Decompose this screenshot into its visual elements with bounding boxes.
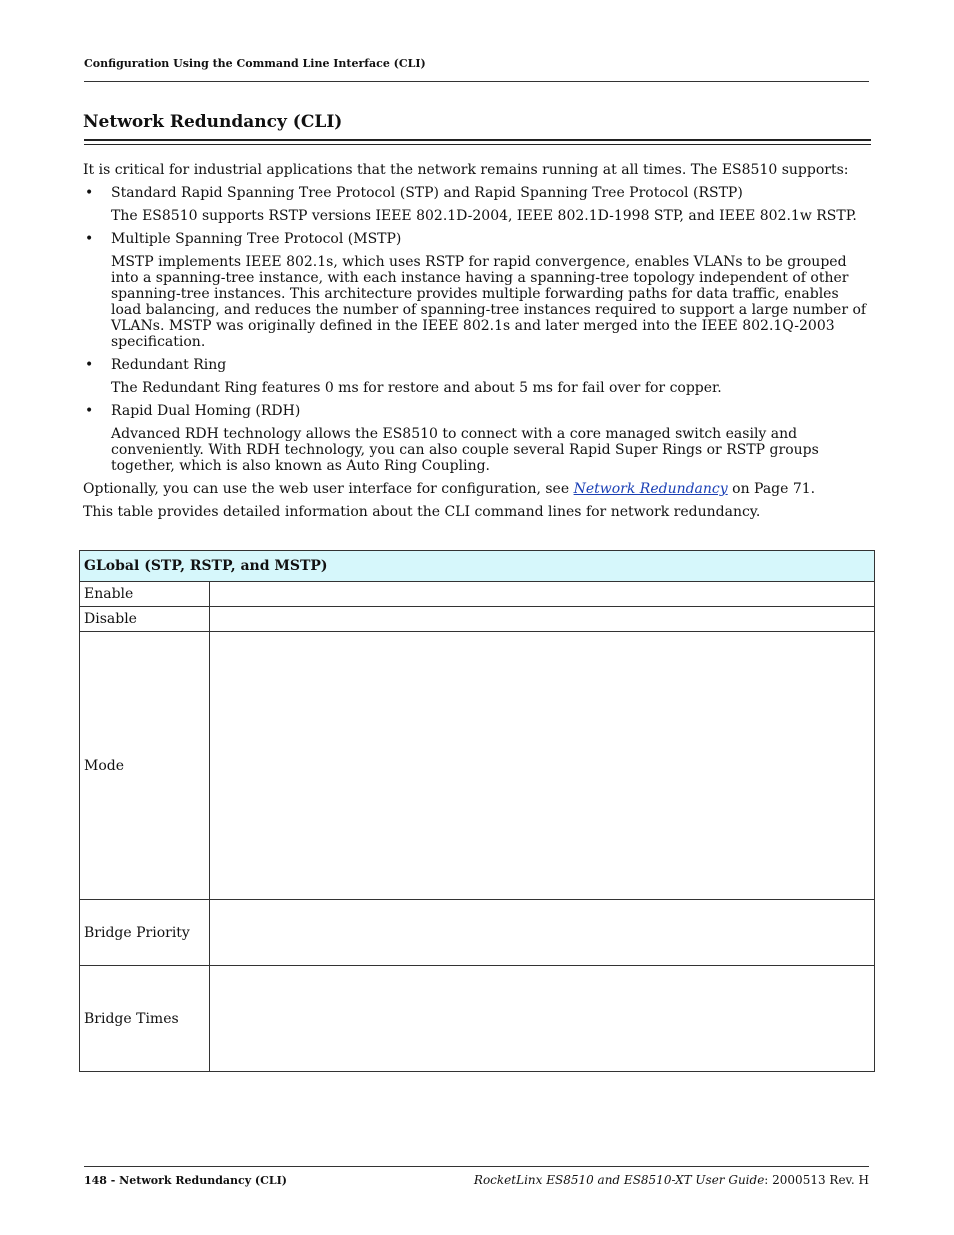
bullet-dot: • (85, 357, 94, 373)
row-content (210, 900, 875, 966)
optional-prefix: Optionally, you can use the web user interface for configuration, see (83, 481, 574, 497)
row-content (210, 582, 875, 607)
bullet-dot: • (85, 403, 94, 419)
table-row (80, 632, 875, 900)
bullet-detail: Advanced RDH technology allows the ES8510 to connect with a core managed switch easily and conveniently. With RDH technology, you can also couple several Rapid Super Rings or RSTP groups together, which is also known as Auto Ring Coupling. (111, 426, 819, 474)
row-label: Bridge Priority (80, 900, 210, 966)
bullet-label: Redundant Ring (111, 357, 227, 373)
bullet-detail: The ES8510 supports RSTP versions IEEE 802.1D-2004, IEEE 802.1D-1998 STP, and IEEE 802.1w RSTP. (111, 208, 857, 224)
table-heading: GLobal (STP, RSTP, and MSTP) (80, 551, 875, 582)
title-rule (84, 139, 871, 145)
table-row (80, 966, 875, 1072)
bullet-label: Standard Rapid Spanning Tree Protocol (STP) and Rapid Spanning Tree Protocol (RSTP) (111, 185, 743, 201)
footer-page-label: 148 - Network Redundancy (CLI) (84, 1174, 287, 1187)
section-title: Network Redundancy (CLI) (83, 112, 343, 132)
cli-command-table (79, 550, 875, 1072)
bullet-label: Rapid Dual Homing (RDH) (111, 403, 301, 419)
row-label: Bridge Times (80, 966, 210, 1072)
row-content (210, 966, 875, 1072)
body-text (83, 162, 873, 527)
optional-paragraph (83, 481, 873, 497)
bullet-item (83, 231, 873, 247)
bullet-item (83, 185, 873, 201)
header-rule (84, 81, 869, 82)
bullet-detail: The Redundant Ring features 0 ms for restore and about 5 ms for fail over for copper. (111, 380, 722, 396)
row-label: Enable (80, 582, 210, 607)
table-header-row (80, 551, 875, 582)
bullet-item (83, 357, 873, 373)
bullet-item (83, 403, 873, 419)
intro-paragraph: It is critical for industrial applications that the network remains running at all times. The ES8510 supports: (83, 162, 849, 178)
running-header: Configuration Using the Command Line Interface (CLI) (84, 57, 426, 70)
footer-guide-name: RocketLinx ES8510 and ES8510-XT User Guide (473, 1173, 765, 1187)
row-label: Mode (80, 632, 210, 900)
network-redundancy-link[interactable]: Network Redundancy (573, 481, 728, 497)
table-row (80, 607, 875, 632)
table-intro-paragraph: This table provides detailed information about the CLI command lines for network redundancy. (83, 504, 761, 520)
bullet-dot: • (85, 185, 94, 201)
footer-revision: : 2000513 Rev. H (764, 1173, 869, 1187)
bullet-detail: MSTP implements IEEE 802.1s, which uses RSTP for rapid convergence, enables VLANs to be grouped into a spanning-tree instance, with each instance having a spanning-tree topology independent of other spanning-tree instances. This architecture provides multiple forwarding paths for data traffic, enables load balancing, and reduces the number of spanning-tree instances required to support a large number of VLANs. MSTP was originally defined in the IEEE 802.1s and later merged into the IEEE 802.1Q-2003 specification. (111, 254, 867, 350)
footer-rule (84, 1166, 869, 1167)
optional-suffix: on Page 71. (727, 481, 816, 497)
row-content (210, 632, 875, 900)
footer-document-title (474, 1173, 869, 1187)
table-row (80, 582, 875, 607)
bullet-dot: • (85, 231, 94, 247)
row-label: Disable (80, 607, 210, 632)
row-content (210, 607, 875, 632)
table-row (80, 900, 875, 966)
bullet-label: Multiple Spanning Tree Protocol (MSTP) (111, 231, 402, 247)
